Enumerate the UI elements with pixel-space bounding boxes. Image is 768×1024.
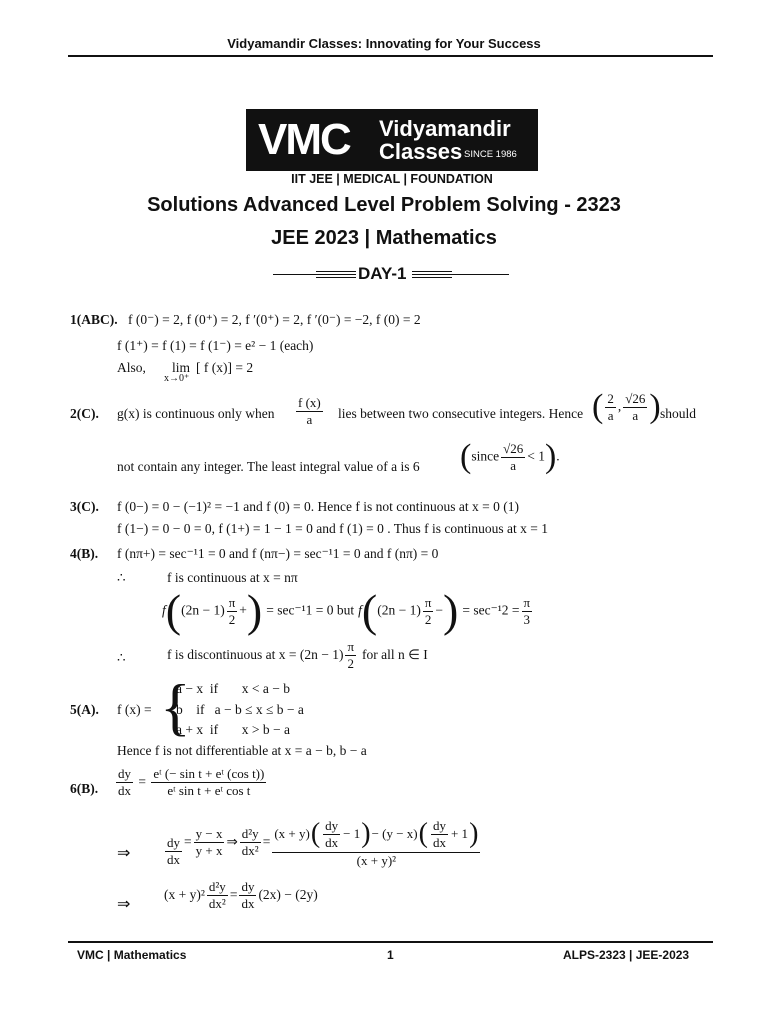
logo-name-line1: Vidyamandir bbox=[379, 116, 511, 141]
q6-dy-5: dy bbox=[241, 879, 255, 894]
q2-interval: ( $\frac{2}{a}$ , $\frac{√26}{a}$ ) bbox=[592, 388, 661, 425]
q4-three: 3 bbox=[523, 611, 531, 627]
q6-r1-den: eᵗ sin t + eᵗ cos t bbox=[167, 783, 251, 798]
page-subtitle: JEE 2023 | Mathematics bbox=[271, 227, 497, 249]
q6-d2y-2: d²y bbox=[208, 879, 226, 894]
q2-s-tail: < 1 bbox=[527, 448, 545, 464]
q6-dy-1: dy bbox=[118, 766, 131, 781]
q2-line2: not contain any integer. The least integral value of a is 6 bbox=[117, 459, 420, 474]
q6-r3-b: (2x) − (2y) bbox=[258, 887, 318, 903]
q4-plus: + bbox=[239, 602, 247, 618]
logo-mark: VMC bbox=[258, 115, 350, 164]
q6-dy-4: dy bbox=[432, 817, 446, 833]
q1-lim-expr: [ f (x)] = 2 bbox=[196, 360, 254, 375]
q4-l3a: (2n − 1) bbox=[181, 602, 225, 618]
q3-line1: f (0−) = 0 − (−1)² = −1 and f (0) = 0. Hence f is not continuous at x = 0 (1) bbox=[117, 499, 519, 514]
q3-line2: f (1−) = 0 − 0 = 0, f (1+) = 1 − 1 = 0 and f (1) = 0 . Thus f is continuous at x = 1 bbox=[117, 521, 548, 536]
q4-label: 4(B). bbox=[70, 546, 99, 561]
q4-two-4: 2 bbox=[347, 656, 354, 671]
q4-two-1: 2 bbox=[228, 611, 236, 627]
q5-case3: a + x if x > b − a bbox=[176, 722, 290, 737]
q6-d2y-1: d²y bbox=[241, 826, 259, 841]
q2-s-num: √26 bbox=[503, 440, 524, 456]
q4-l3b: = sec⁻¹1 = 0 but bbox=[266, 602, 355, 618]
q4-pi-2: π bbox=[424, 594, 432, 610]
q6-dx2-2: dx² bbox=[208, 896, 226, 911]
q5-label: 5(A). bbox=[70, 702, 99, 717]
q2-text1: g(x) is continuous only when bbox=[117, 406, 275, 421]
q2-label: 2(C). bbox=[70, 406, 99, 421]
q6-dx-3: dx bbox=[325, 834, 339, 850]
q1-lim-sub: x→0⁺ bbox=[164, 373, 190, 384]
q5-brace: { bbox=[160, 671, 191, 742]
q5-line: Hence f is not differentiable at x = a − b, b − a bbox=[117, 743, 367, 758]
q4-pi-4: π bbox=[347, 639, 355, 654]
q4-two-2: 2 bbox=[424, 611, 432, 627]
day-label: DAY-1 bbox=[358, 264, 407, 283]
q1-line2: f (1⁺) = f (1) = f (1⁻) = e² − 1 (each) bbox=[117, 338, 314, 353]
q2-text3: should bbox=[660, 406, 697, 421]
footer-rule bbox=[68, 941, 713, 943]
q6-dx2-1: dx² bbox=[241, 843, 259, 858]
footer-left: VMC | Mathematics bbox=[77, 948, 187, 962]
logo-since: SINCE 1986 bbox=[464, 149, 517, 160]
footer-right: ALPS-2323 | JEE-2023 bbox=[563, 948, 690, 962]
q5-case1: a − x if x < a − b bbox=[176, 681, 290, 696]
q2-frac-num: f (x) bbox=[298, 395, 321, 410]
q2-since-group: (since $\frac{√26}{a}$ < 1). bbox=[460, 438, 560, 475]
q6-row2: $\frac{dy}{dx}$ = $\frac{y - x}{y + x}$ ⇒ $\frac{\text{d²y}}{\text{dx²}}$ = (x + y) ( $\frac{dy}{dx}$ − 1 ) − (y − x) ( $\frac{dy}{dx}$ + 1 ) (x + y)² bbox=[167, 817, 479, 868]
q6-dx-4: dx bbox=[432, 834, 446, 850]
q6-r2-big-b: − 1 bbox=[343, 826, 361, 841]
page-number: 1 bbox=[387, 948, 394, 962]
q4-minus: − bbox=[435, 602, 444, 618]
q6-r3-a: (x + y)² bbox=[164, 887, 205, 903]
vmc-logo bbox=[246, 109, 538, 171]
q4-line2: f is continuous at x = nπ bbox=[167, 570, 298, 585]
q2-frac bbox=[294, 396, 325, 427]
q6-r2-big-a: (x + y) bbox=[274, 826, 310, 841]
q4-therefore-1: ∴ bbox=[117, 570, 126, 585]
q4-pi-1: π bbox=[228, 594, 236, 610]
q6-r1-num: eᵗ (− sin t + eᵗ (cos t)) bbox=[153, 766, 265, 781]
q6-dx-1: dx bbox=[118, 783, 131, 798]
q6-r2-big-den: (x + y)² bbox=[356, 853, 397, 868]
q1-line1: f (0⁻) = 2, f (0⁺) = 2, f ′(0⁺) = 2, f ′(0⁻) = −2, f (0) = 2 bbox=[128, 312, 421, 327]
q6-implies-2: ⇒ bbox=[117, 896, 131, 913]
logo-tagline: IIT JEE | MEDICAL | FOUNDATION bbox=[291, 172, 493, 186]
q4-line1: f (nπ+) = sec⁻¹1 = 0 and f (nπ−) = sec⁻¹1 = 0 and f (nπ) = 0 bbox=[117, 546, 439, 561]
q3-label: 3(C). bbox=[70, 499, 99, 514]
q4-line4 bbox=[167, 640, 428, 671]
q6-dy-3: dy bbox=[325, 817, 339, 833]
page-title: Solutions Advanced Level Problem Solving - 2323 bbox=[147, 194, 621, 216]
q2-since: since bbox=[471, 448, 500, 464]
q4-pi-3: π bbox=[523, 594, 531, 610]
q1-label: 1(ABC). bbox=[70, 312, 118, 327]
q5-fx: f (x) = bbox=[117, 702, 152, 717]
q2-p2-num: √26 bbox=[625, 390, 646, 406]
q6-dx-2: dx bbox=[167, 852, 180, 867]
q6-dy-2: dy bbox=[167, 835, 180, 850]
q6-r2a-den: y + x bbox=[195, 843, 223, 858]
q6-r2-big-d: + 1 bbox=[450, 826, 469, 841]
q2-frac-den: a bbox=[306, 412, 313, 427]
q6-row3: (x + y)² $\frac{\text{d²y}}{\text{dx²}}$ = $\frac{dy}{dx}$ (2x) − (2y) bbox=[164, 879, 318, 911]
q2-p2-den: a bbox=[632, 407, 639, 423]
q2-text2: lies between two consecutive integers. Hence bbox=[338, 406, 584, 421]
q1-also: Also, bbox=[117, 360, 146, 375]
header-rule bbox=[68, 55, 713, 57]
q6-r2-big-c: − (y − x) bbox=[371, 826, 418, 841]
q4-l3a-2: (2n − 1) bbox=[377, 602, 421, 618]
q4-l4a: f is discontinuous at x = (2n − 1) bbox=[167, 647, 344, 663]
q4-line3: f((2n − 1) $\frac{\pi}{2}$ +) = sec⁻¹1 = 0 but f((2n − 1) $\frac{\pi}{2}$ −) = sec⁻¹2 = $\frac{\pi}{3}$ bbox=[162, 585, 531, 636]
running-header: Vidyamandir Classes: Innovating for Your Success bbox=[227, 36, 541, 51]
q2-p1-den: a bbox=[607, 407, 614, 423]
q2-s-den: a bbox=[510, 457, 517, 473]
q6-implies-1: ⇒ bbox=[117, 845, 131, 862]
q4-therefore-2: ∴ bbox=[117, 650, 126, 665]
q4-l3c: = sec⁻¹2 = bbox=[462, 602, 520, 618]
q1-lim: lim bbox=[172, 360, 191, 375]
logo-name-line2: Classes bbox=[379, 139, 463, 164]
q6-label: 6(B). bbox=[70, 781, 99, 796]
q6-row1: $\frac{dy}{dx}$ = $\frac{\text{eᵗ (− sin t + eᵗ (cos t))}}{\text{eᵗ sin t + eᵗ cos t}}$ bbox=[118, 766, 265, 798]
q5-case2: b if a − b ≤ x ≤ b − a bbox=[176, 702, 304, 717]
q2-p1-num: 2 bbox=[607, 390, 614, 406]
q6-r2a-num: y − x bbox=[195, 826, 223, 841]
q4-l4b: for all n ∈ I bbox=[362, 647, 428, 663]
q6-dx-5: dx bbox=[241, 896, 255, 911]
